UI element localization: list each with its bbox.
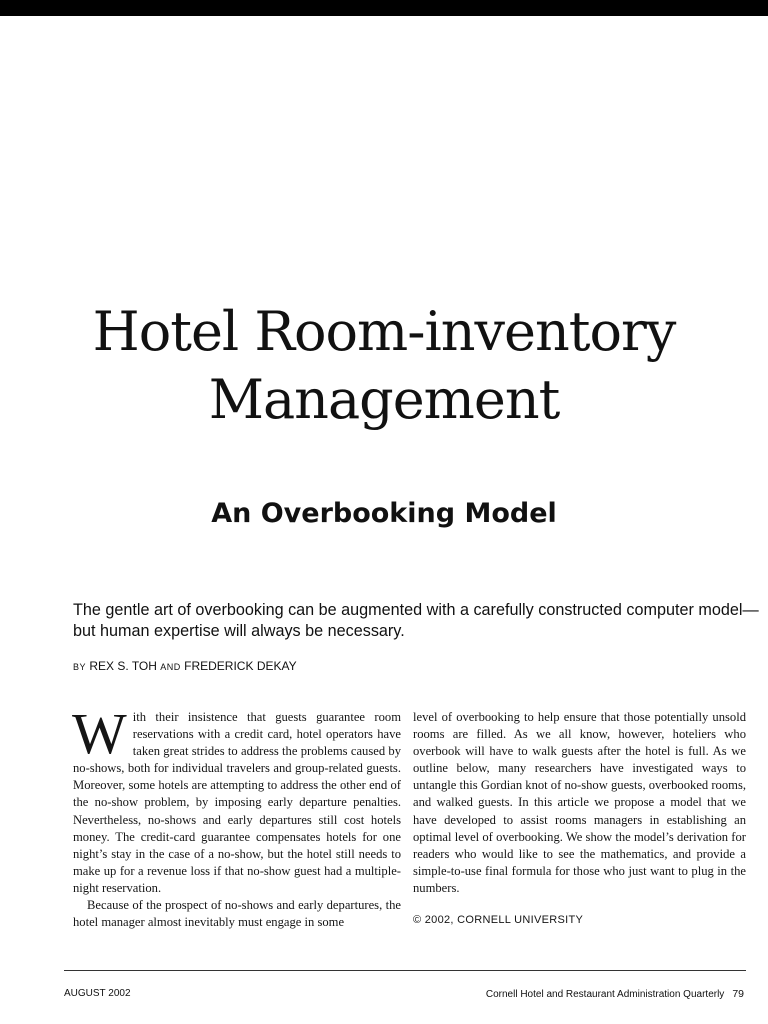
article-title [0, 298, 768, 434]
article-dek: The gentle art of overbooking can be augmented with a carefully constructed computer model—but human expertise will always be necessary. [73, 601, 759, 640]
author-1: REX S. TOH [89, 659, 157, 673]
body-column-left [72, 701, 401, 931]
article-title-line-2: Management [208, 368, 560, 431]
body-paragraph-1 [72, 701, 401, 897]
article-subtitle: An Overbooking Model [211, 498, 557, 529]
body-column-right [413, 709, 746, 929]
copyright-notice: © 2002, CORNELL UNIVERSITY [413, 914, 584, 927]
page-number: 79 [732, 988, 744, 1000]
scan-top-border [0, 0, 768, 16]
byline [73, 659, 673, 673]
footer-journal-info [486, 988, 744, 1000]
byline-and: AND [160, 662, 181, 672]
drop-cap: W [72, 701, 127, 766]
footer-journal-name: Cornell Hotel and Restaurant Administration Quarterly [485, 989, 725, 1000]
footer-date: AUGUST 2002 [64, 988, 131, 999]
article-title-line-1: Hotel Room-inventory [92, 300, 676, 363]
body-paragraph-1-text: ith their insistence that guests guarantee room reservations with a credit card, hotel operators have taken great strides to address the problems caused by no-shows, both for individual travelers and group-related guests. Moreover, some hotels are attempting to address the other end of the no-show problem, by imposing early departure penalties. Nevertheless, no-shows and early departures still cost hotels money. The credit-card guarantee compensates hotels for one night’s stay in the case of a no-show, but the hotel still needs to make up for a revenue loss if that no-show guest had a multiple-night reservation. [73, 710, 401, 895]
author-2: FREDERICK DEKAY [184, 659, 297, 673]
body-paragraph-2-start: Because of the prospect of no-shows and early departures, the hotel manager almost inevitably must engage in some [73, 898, 401, 930]
footer-rule [64, 970, 746, 971]
byline-by: BY [73, 662, 87, 672]
body-paragraph-2-continued: level of overbooking to help ensure that those potentially unsold rooms are filled. As we all know, however, hoteliers who overbook will have to walk guests after the hotel is full. As we outline below, many researchers have investigated ways to untangle this Gordian knot of no-show guests, overbooked rooms, and walked guests. In this article we propose a model that we have developed to assist rooms managers in establishing an optimal level of overbooking. We show the model’s derivation for readers who would like to see the mathematics, and provide a simple-to-use final formula for those who just want to plug in the numbers. [413, 710, 746, 895]
